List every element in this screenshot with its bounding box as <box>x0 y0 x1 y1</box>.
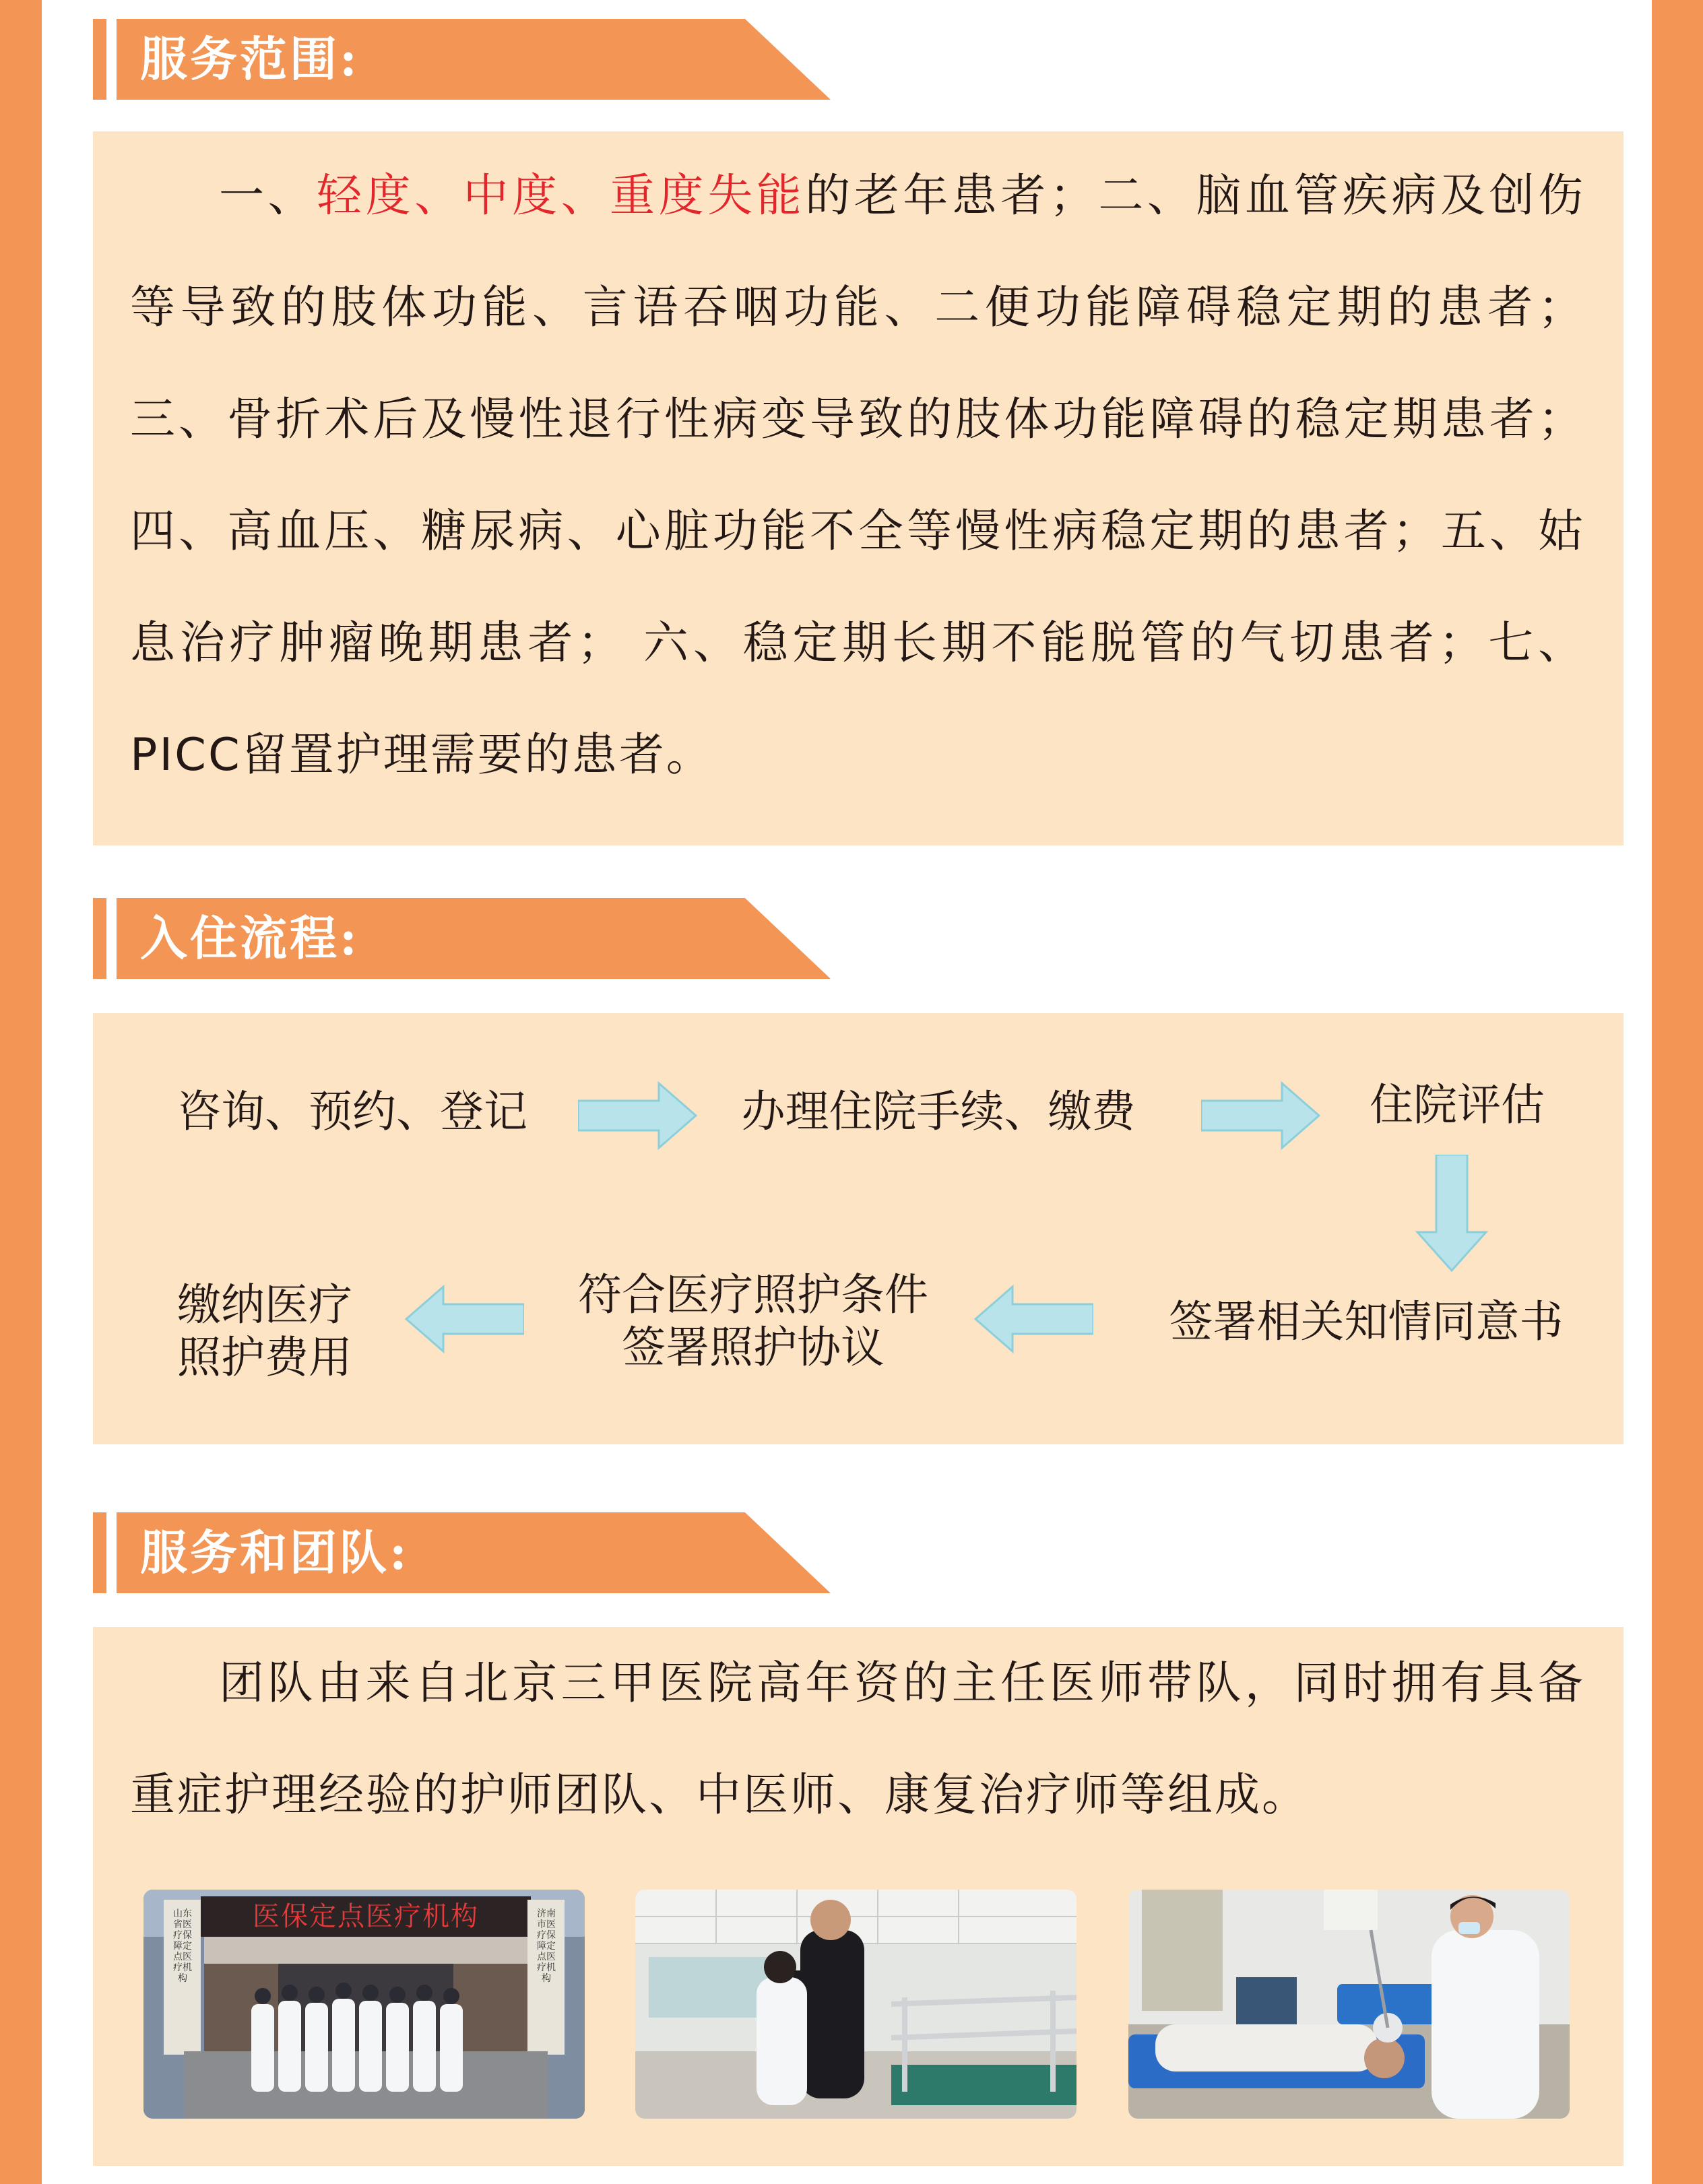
flow-step-consent: 签署相关知情同意书 <box>1169 1297 1564 1347</box>
flow-step-assessment: 住院评估 <box>1369 1080 1545 1130</box>
scope-prefix: 一、 <box>219 169 317 222</box>
right-arrow-icon <box>1201 1081 1322 1151</box>
scope-paragraph <box>130 139 1585 810</box>
scope-panel <box>93 131 1624 845</box>
section-header-team <box>93 1512 831 1593</box>
team-paragraph: 团队由来自北京三甲医院高年资的主任医师带队，同时拥有具备重症护理经验的护师团队、中医师、康复治疗师等组成。 <box>130 1657 1585 1821</box>
left-arrow-icon <box>403 1284 524 1355</box>
down-arrow-icon <box>1415 1155 1489 1273</box>
header-accent-bar <box>93 898 106 979</box>
section-title-process: 入住流程: <box>140 910 360 966</box>
photo-plaque-right: 济南市医疗保障定点医疗机构 <box>537 1908 556 1984</box>
scope-text: 的老年患者；二、脑血管疾病及创伤等导致的肢体功能、言语吞咽功能、二便功能障碍稳定期的患者；三、骨折术后及慢性退行性病变导致的肢体功能障碍的稳定期患者；四、高血压、糖尿病、心脏功能不全等慢性病稳定期的患者；五、姑息治疗肿瘤晚期患者； 六、稳定期长期不能脱管的气切患者；七、PICC留置护理需要的患者。 <box>130 169 1586 781</box>
photo-plaque-left: 山东省医疗保障定点医疗机构 <box>173 1908 192 1984</box>
section-header-process <box>93 898 831 979</box>
flow-step-payment: 缴纳医疗 照护费用 <box>177 1280 353 1383</box>
header-accent-bar <box>93 19 106 100</box>
scope-highlight: 轻度、中度、重度失能 <box>317 169 806 222</box>
section-title-team: 服务和团队: <box>140 1524 410 1580</box>
header-accent-bar <box>93 1512 106 1593</box>
photo-rehabilitation <box>635 1890 1077 2119</box>
flow-step-admission: 办理住院手续、缴费 <box>741 1087 1136 1137</box>
section-title-scope: 服务范围: <box>140 31 360 87</box>
photo-sign-text: 医保定点医疗机构 <box>253 1901 479 1932</box>
flow-step-consult: 咨询、预约、登记 <box>177 1087 528 1137</box>
photo-team-building <box>143 1890 585 2119</box>
right-arrow-icon <box>578 1081 699 1151</box>
section-header-scope <box>93 19 831 100</box>
flow-step-agreement: 符合医疗照护条件 签署照护协议 <box>577 1270 928 1373</box>
left-arrow-icon <box>972 1284 1093 1355</box>
process-panel <box>93 1013 1624 1444</box>
photo-therapy-room <box>1128 1890 1570 2119</box>
